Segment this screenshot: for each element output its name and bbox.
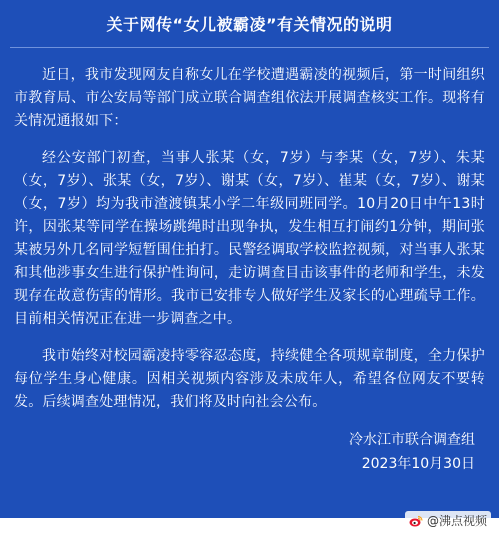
- source-watermark: [405, 511, 491, 530]
- issue-date: 2023年10月30日: [361, 456, 475, 472]
- watermark-text: @沸点视频: [426, 514, 487, 528]
- paragraph-stance: 我市始终对校园霸凌持零容忍态度，持续健全各项规章制度，全力保护每位学生身心健康。因相关视频内容涉及未成年人，希望各位网友不要转发。后续调查处理情况，我们将及时向社会公布。: [14, 348, 485, 410]
- signature-block: [14, 428, 485, 476]
- document-body: [10, 48, 489, 476]
- issuer-name: 冷水江市联合调查组: [349, 432, 475, 448]
- document-title: 关于网传“女儿被霸凌”有关情况的说明: [106, 15, 393, 34]
- paragraph-intro: 近日，我市发现网友自称女儿在学校遭遇霸凌的视频后，第一时间组织市教育局、市公安局等部门成立联合调查组依法开展调查核实工作。现将有关情况通报如下：: [14, 67, 485, 129]
- paragraph-findings: 经公安部门初查，当事人张某（女，7岁）与李某（女，7岁）、朱某（女，7岁）、张某（女，7岁）、谢某（女，7岁）、崔某（女，7岁）、谢某（女，7岁）均为我市渣渡镇某小学二年级同班同学。10月20日中午13时许，因张某等同学在操场跳绳时出现争执，发生相互打闹约1分钟，期间张某被另外几名同学短暂围住拍打。民警经调取学校监控视频，对当事人张某和其他涉事女生进行保护性询问，走访调查目击该事件的老师和学生，未发现存在故意伤害的情形。我市已安排专人做好学生及家长的心理疏导工作。目前相关情况正在进一步调查之中。: [14, 150, 485, 327]
- weibo-icon: [409, 514, 423, 528]
- title-area: [10, 0, 489, 36]
